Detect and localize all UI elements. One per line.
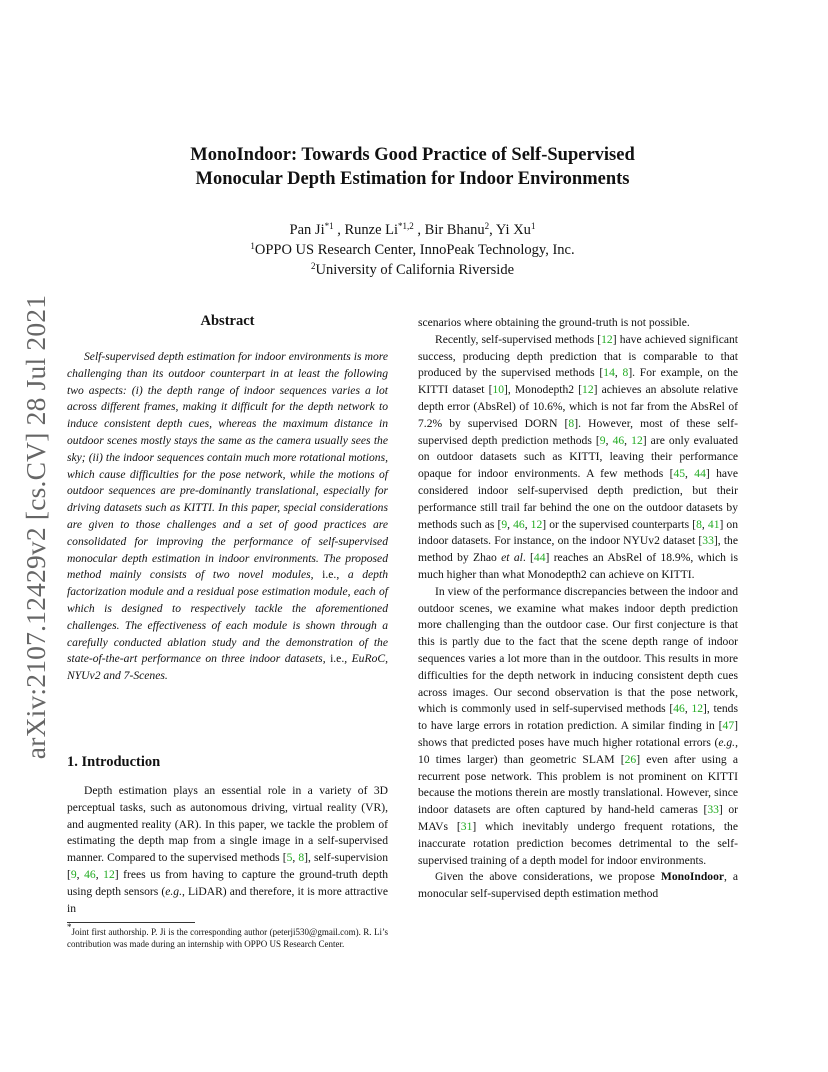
intro-paragraph-4: Given the above considerations, we propose MonoIndoor, a monocular self-supervised depth estimation method: [418, 870, 738, 901]
citation-link[interactable]: 5: [286, 851, 293, 865]
citation-link[interactable]: 12: [601, 332, 613, 346]
continued-paragraph: scenarios where obtaining the ground-truth is not possible.: [418, 316, 690, 329]
arxiv-identifier: arXiv:2107.12429v2 [cs.CV] 28 Jul 2021: [20, 294, 51, 760]
author-block: [60, 220, 765, 280]
citation-link[interactable]: 9: [599, 433, 606, 447]
citation-link[interactable]: 45: [673, 467, 686, 481]
citation-link[interactable]: 12: [691, 702, 704, 716]
citation-link[interactable]: 44: [694, 467, 706, 481]
citation-link[interactable]: 12: [582, 383, 594, 397]
author-3: Bir Bhanu: [424, 222, 485, 238]
author-2: Runze Li: [344, 222, 399, 238]
title-line-1: MonoIndoor: Towards Good Practice of Self-Supervised: [190, 145, 635, 165]
abstract-heading: Abstract: [200, 313, 255, 329]
author-3-mark: 2: [484, 221, 490, 231]
citation-link[interactable]: 12: [103, 867, 115, 881]
citation-link[interactable]: 46: [84, 867, 96, 881]
citation-link[interactable]: 46: [673, 702, 685, 716]
citation-link[interactable]: 9: [501, 517, 508, 531]
citation-link[interactable]: 46: [513, 517, 525, 531]
section-heading-introduction: 1. Introduction: [67, 754, 161, 770]
intro-paragraph-1: Depth estimation plays an essential role in a variety of 3D perceptual tasks, such as autonomous driving, virtual reality (VR), and augmented reality (AR). In this paper, we tackle the problem of estimating the depth map from a single image in a self-supervised manner. Compared to the supervised methods [5, 8], self-supervision [9, 46, 12] frees us from having to capture the ground-truth depth using depth sensors (e.g., LiDAR) and therefore, it is more attractive in: [67, 784, 389, 915]
citation-link[interactable]: 8: [696, 517, 702, 531]
citation-link[interactable]: 12: [631, 433, 643, 447]
citation-link[interactable]: 10: [492, 383, 505, 397]
arxiv-sidebar: [14, 292, 58, 762]
author-1-mark: *1: [324, 221, 334, 231]
citation-link[interactable]: 46: [612, 433, 625, 447]
title-line-2: Monocular Depth Estimation for Indoor Environments: [195, 169, 630, 189]
citation-link[interactable]: 26: [624, 752, 637, 766]
citation-link[interactable]: 47: [722, 719, 735, 733]
introduction-body: [67, 783, 388, 917]
abstract-paragraph: Self-supervised depth estimation for indoor environments is more challenging than its outdoor counterpart in at least the following two aspects: (i) the depth range of indoor sequences varies a lot across different frames, making it difficult for the depth network to induce consistent depth cues, whereas the maximum distance in outdoor scenes mostly stays the same as the camera usually sees the sky; (ii) the indoor sequences contain much more rotational motions, which cause difficulties for the pose network, while the motions of outdoor sequences are pre-dominantly translational, especially for driving datasets such as KITTI. In this paper, special considerations are given to those challenges and a set of good practices are consolidated for improving the performance of self-supervised monocular depth estimation in indoor environments. The proposed method mainly consists of two novel modules, i.e., a depth factorization module and a residual pose estimation module, each of which is designed to respectively tackle the aforementioned challenges. The effectiveness of each module is shown through a carefully conducted ablation study and the demonstration of the state-of-the-art performance on three indoor datasets, i.e., EuRoC, NYUv2 and 7-Scenes.: [67, 350, 388, 683]
citation-link[interactable]: 8: [298, 851, 305, 865]
intro-paragraph-3: In view of the performance discrepancies between the indoor and outdoor scenes, we examine what makes indoor depth prediction more challenging than the outdoor case. Our first conjecture is that this is partly due to the fact that the scene depth range of indoor sequences varies a lot more than in the outdoor. This results in more difficulties for the depth network in inducing consistent depth cues across images. Our second observation is that the pose network, which is commonly used in self-supervised methods [46, 12], tends to have large errors in rotation prediction. A similar finding in [47] shows that predicted poses have much higher rotational errors (e.g., 10 times larger) than geometric SLAM [26] even after using a recurrent pose network. This problem is not prominent on KITTI because the motions therein are mostly translational. However, since indoor datasets are often captured by hand-held cameras [33] or MAVs [31] which inevitably undergo frequent rotations, the inaccurate rotation prediction becomes detrimental to the self-supervised training of a depth model for indoor environments.: [418, 584, 739, 867]
right-column-body: [418, 315, 738, 903]
citation-link[interactable]: 33: [702, 534, 714, 548]
author-1: Pan Ji: [289, 222, 325, 238]
author-4: Yi Xu: [495, 222, 531, 238]
affiliation-2: $^2$University of California Riverside: [310, 261, 515, 278]
intro-paragraph-2: Recently, self-supervised methods [12] have achieved significant success, producing depth prediction that is comparable to that produced by the supervised methods [14, 8]. For example, on the KITTI dataset [10], Monodepth2 [12] achieves an absolute relative depth error (AbsRel) of 10.6%, which is not far from the AbsRel of 7.2% by supervised DORN [8]. However, most of these self-supervised depth prediction methods [9, 46, 12] are only evaluated on outdoor datasets such as KITTI, leaving their performance opaque for indoor environments. A few methods [45, 44] have considered indoor self-supervised depth prediction, but their performance still trail far behind the one on the outdoor datasets by methods such as [9, 46, 12] or the supervised counterparts [8, 41] on indoor datasets. For instance, on the indoor NYUv2 dataset [33], the method by Zhao et al. [44] reaches an AbsRel of 18.9%, which is much higher than what Monodepth2 can achieve on KITTI.: [418, 332, 739, 581]
citation-link[interactable]: 31: [460, 819, 473, 833]
citation-link[interactable]: 12: [530, 517, 543, 531]
affiliation-1: $^1$OPPO US Research Center, InnoPeak Technology, Inc.: [250, 241, 575, 258]
author-list: Pan Ji$^{*1}$ , Runze Li$^{*1,2}$ , Bir Bhanu$^2$, Yi Xu$^1$: [289, 221, 536, 238]
citation-link[interactable]: 8: [622, 366, 629, 380]
abstract-body: [67, 349, 388, 685]
citation-link[interactable]: 44: [533, 551, 546, 565]
citation-link[interactable]: 8: [568, 416, 575, 430]
footnote-rule: [67, 922, 195, 923]
paper-title: [60, 143, 765, 191]
citation-link[interactable]: 33: [707, 803, 719, 817]
citation-link[interactable]: 9: [70, 867, 77, 881]
citation-link[interactable]: 41: [707, 517, 720, 531]
author-4-mark: 1: [530, 221, 536, 231]
footnote: *Joint first authorship. P. Ji is the corresponding author (peterji530@gmail.com). R. Li’s contribution was made during an internship with OPPO US Research Center.: [67, 922, 388, 949]
author-2-mark: *1,2: [398, 221, 414, 231]
citation-link[interactable]: 14: [603, 366, 615, 380]
